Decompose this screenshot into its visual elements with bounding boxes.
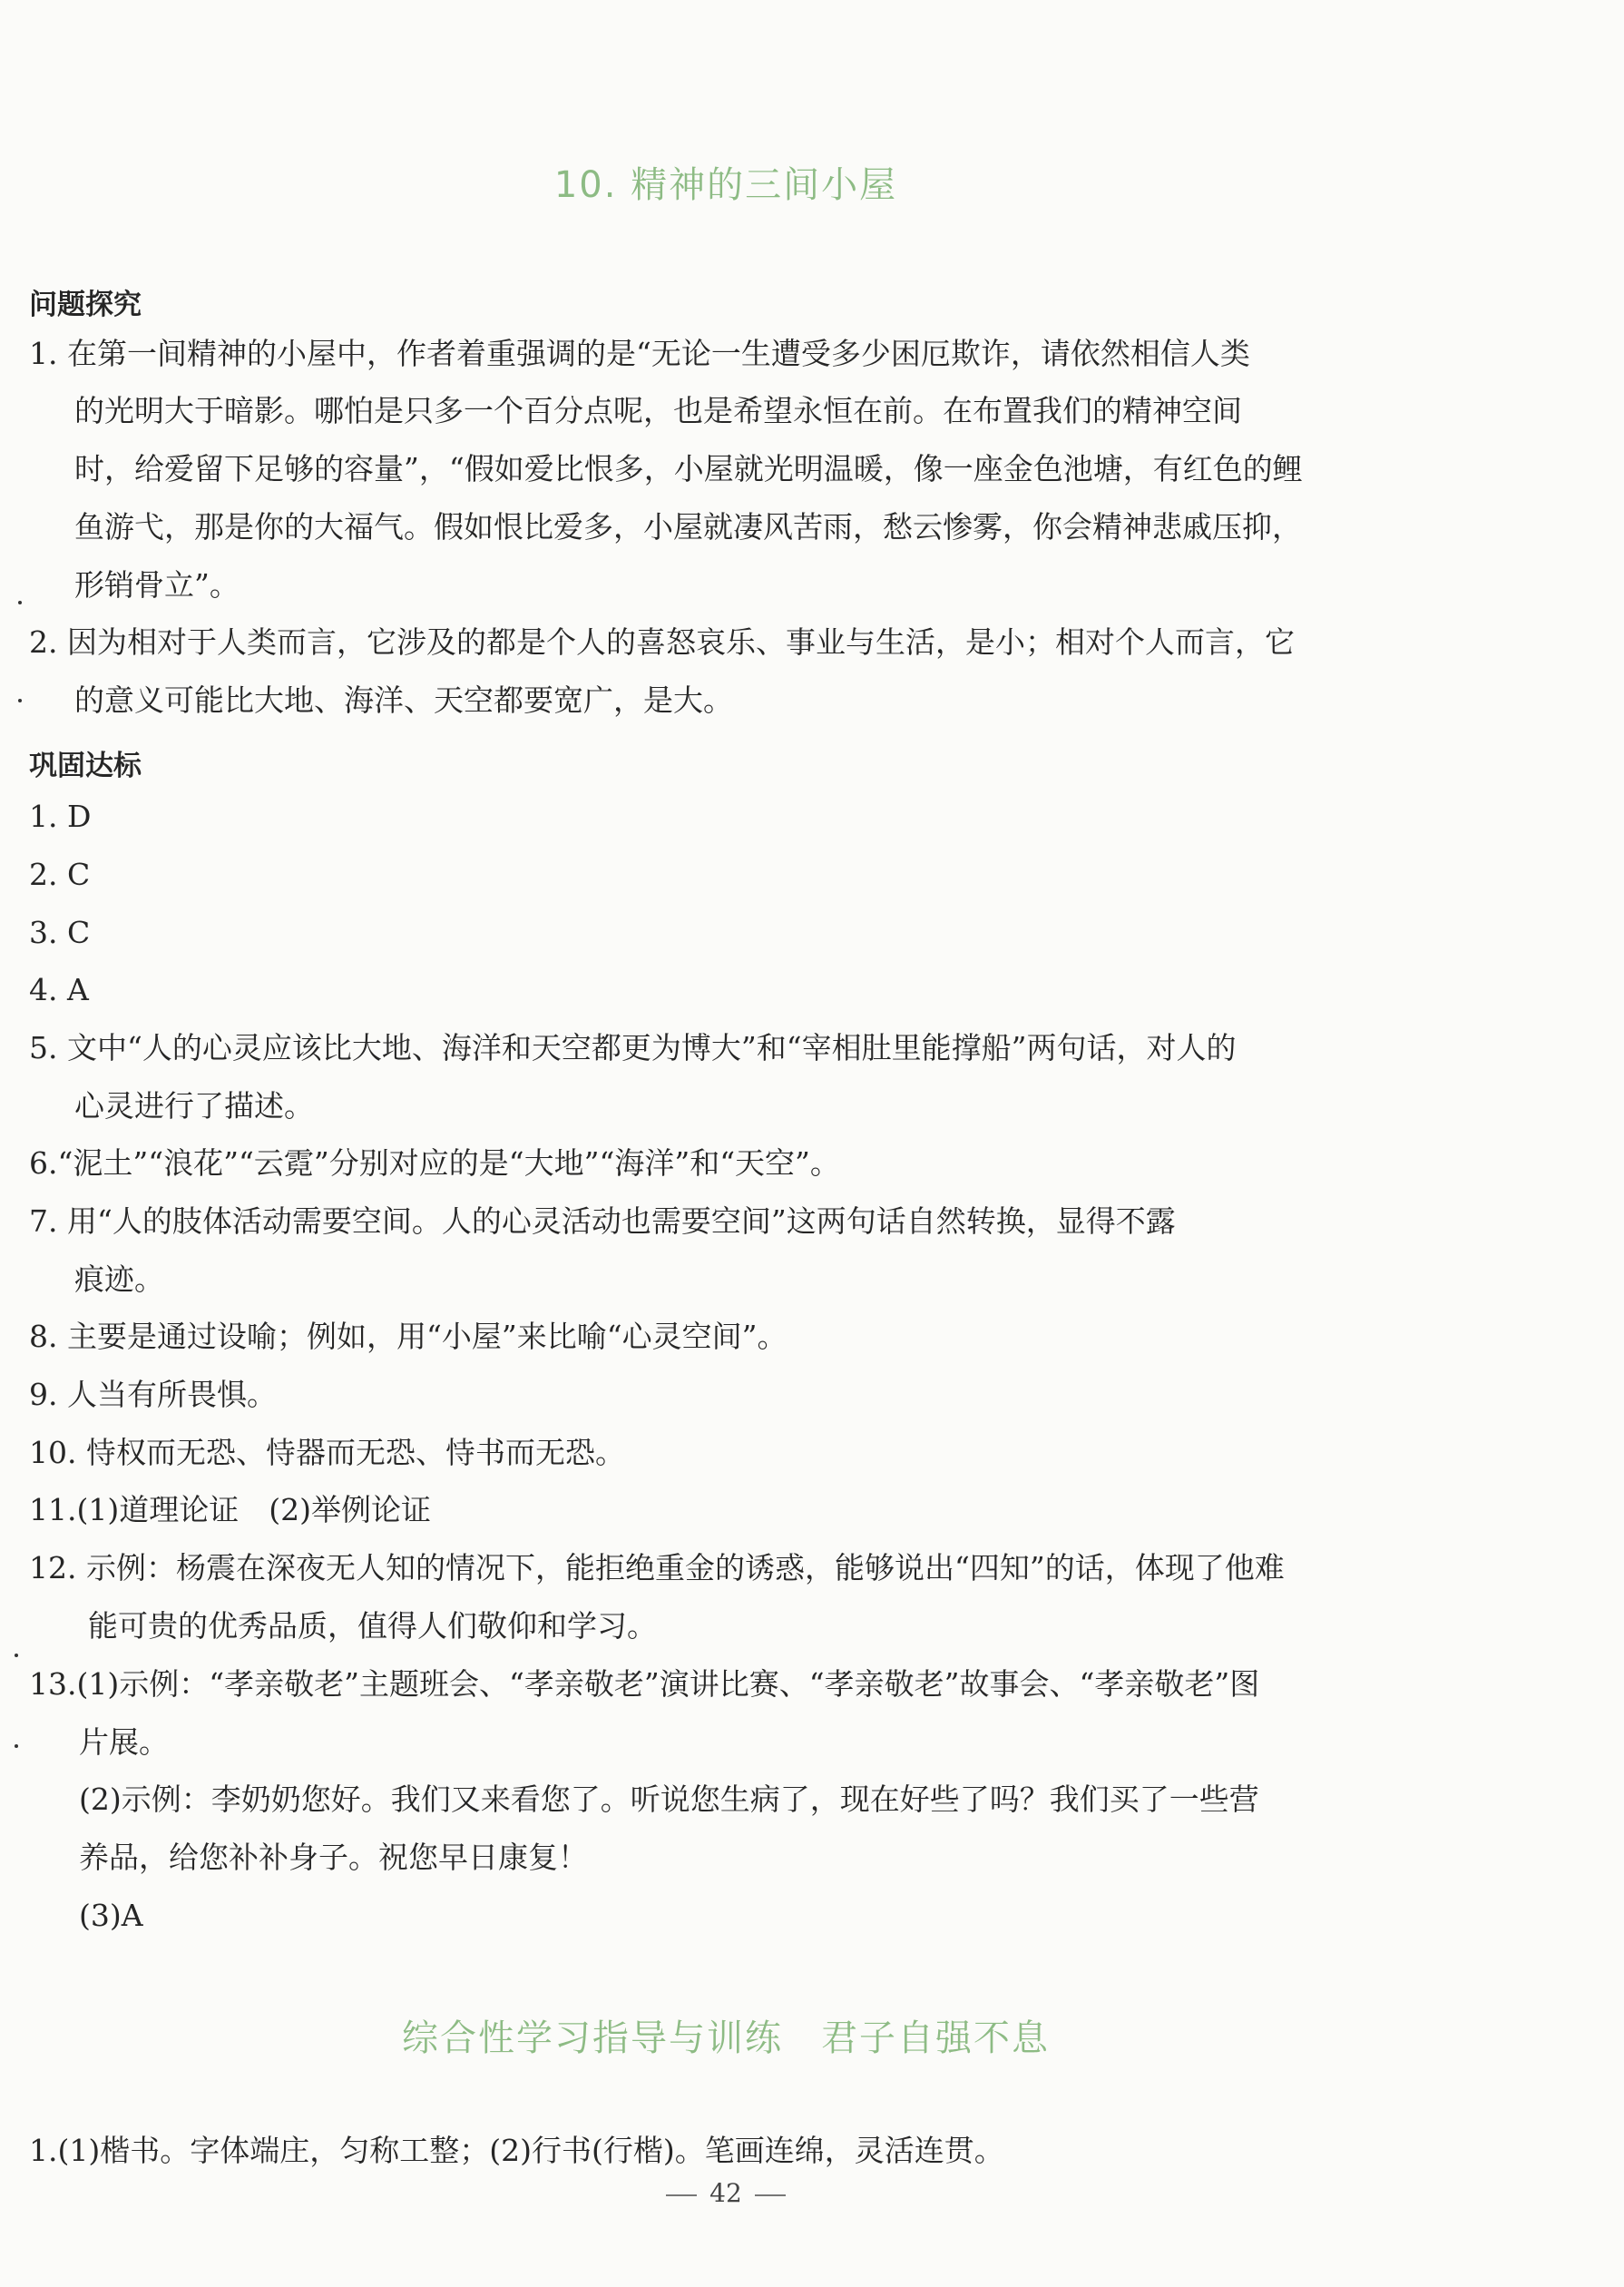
scan-speck xyxy=(18,601,22,604)
answer-line: 3. C xyxy=(29,915,91,950)
page-number-dash xyxy=(666,2194,697,2196)
answer-line: 时，给爱留下足够的容量”，“假如爱比恨多，小屋就光明温暖，像一座金色池塘，有红色的鲤 xyxy=(74,451,1303,486)
answer-line: (2)示例：李奶奶您好。我们又来看您了。听说您生病了，现在好些了吗？我们买了一些营 xyxy=(79,1782,1259,1817)
answer-line: 8. 主要是通过设喻；例如，用“小屋”来比喻“心灵空间”。 xyxy=(29,1319,788,1354)
answer-line: 片展。 xyxy=(79,1724,169,1760)
answer-line: 4. A xyxy=(29,972,89,1007)
answer-line: 心灵进行了描述。 xyxy=(74,1088,314,1124)
answer-line: 6.“泥土”“浪花”“云霓”分别对应的是“大地”“海洋”和“天空”。 xyxy=(29,1145,840,1181)
answer-line: 11.(1)道理论证 (2)举例论证 xyxy=(29,1492,431,1527)
answer-line: 1. 在第一间精神的小屋中，作者着重强调的是“无论一生遭受多少困厄欺诈，请依然相信人类 xyxy=(29,336,1250,371)
answer-line: 2. 因为相对于人类而言，它涉及的都是个人的喜怒哀乐、事业与生活，是小；相对个人而言，它 xyxy=(29,624,1295,660)
page-number xyxy=(0,2178,1452,2208)
section-heading-wenti-tanjiu: 问题探究 xyxy=(29,289,142,321)
answer-line: 13.(1)示例：“孝亲敬老”主题班会、“孝亲敬老”演讲比赛、“孝亲敬老”故事会、“孝亲敬老”图 xyxy=(29,1666,1260,1702)
answer-line: 10. 恃权而无恐、恃器而无恐、恃书而无恐。 xyxy=(29,1435,625,1470)
answer-line: 能可贵的优秀品质，值得人们敬仰和学习。 xyxy=(88,1608,657,1644)
answer-line: 5. 文中“人的心灵应该比大地、海洋和天空都更为博大”和“宰相肚里能撑船”两句话，对人的 xyxy=(29,1030,1237,1065)
answer-line: 2. C xyxy=(29,857,91,892)
answer-line: 7. 用“人的肢体活动需要空间。人的心灵活动也需要空间”这两句话自然转换，显得不露 xyxy=(29,1203,1176,1239)
answer-line: 痕迹。 xyxy=(74,1261,164,1297)
answer-line: (3)A xyxy=(79,1898,143,1933)
page-number-dash xyxy=(755,2194,786,2196)
answer-line: 鱼游弋，那是你的大福气。假如恨比爱多，小屋就凄风苦雨，愁云惨雾，你会精神悲戚压抑， xyxy=(74,509,1302,545)
answer-line: 9. 人当有所畏惧。 xyxy=(29,1377,277,1412)
scan-speck xyxy=(18,699,22,702)
answer-line: 形销骨立”。 xyxy=(74,567,240,603)
answer-line: 1. D xyxy=(29,799,92,834)
answer-line: 的光明大于暗影。哪怕是只多一个百分点呢，也是希望永恒在前。在布置我们的精神空间 xyxy=(74,393,1242,428)
lesson-title: 10. 精神的三间小屋 xyxy=(553,164,898,206)
answer-line: 1.(1)楷书。字体端庄，匀称工整；(2)行书(行楷)。笔画连绵，灵活连贯。 xyxy=(29,2133,1004,2168)
section-heading-gonggu-dabiao: 巩固达标 xyxy=(29,750,142,782)
answer-line: 的意义可能比大地、海洋、天空都要宽广，是大。 xyxy=(74,682,733,718)
scan-speck xyxy=(15,1744,18,1748)
page-number-value: 42 xyxy=(709,2178,742,2208)
answer-line: 养品，给您补补身子。祝您早日康复！ xyxy=(79,1840,588,1875)
unit-title: 综合性学习指导与训练 君子自强不息 xyxy=(402,2017,1050,2059)
answer-line: 12. 示例：杨震在深夜无人知的情况下，能拒绝重金的诱惑，能够说出“四知”的话，体现了他难 xyxy=(29,1550,1285,1585)
scan-speck xyxy=(15,1654,18,1657)
